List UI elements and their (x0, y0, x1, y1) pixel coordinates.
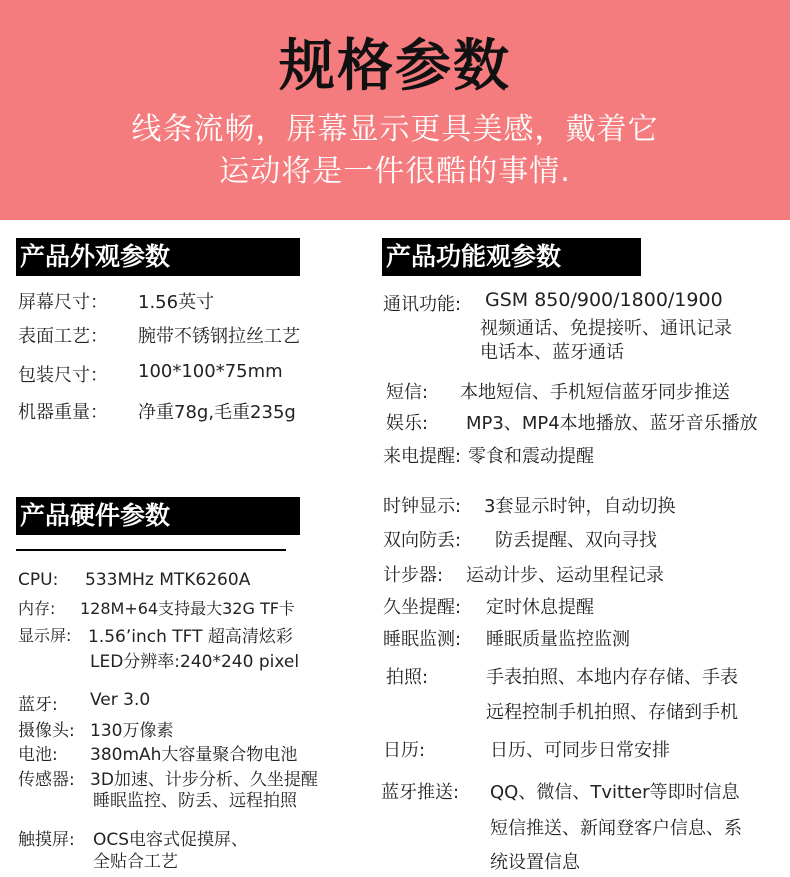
functions-label: 短信: (386, 382, 429, 403)
appearance-section-heading: 产品外观参数 (16, 238, 300, 276)
functions-label: 计步器: (383, 565, 444, 586)
functions-label: 时钟显示: (383, 496, 462, 517)
hardware-value: 533MHz MTK6260A (85, 570, 251, 590)
functions-value-continued: 短信推送、新闻登客户信息、系 (490, 818, 742, 839)
functions-label: 日历: (383, 740, 426, 761)
hardware-value: Ver 3.0 (90, 690, 151, 710)
appearance-value: 1.56英寸 (138, 292, 215, 313)
hardware-label: 摄像头: (18, 721, 75, 741)
functions-value: 日历、可同步日常安排 (490, 740, 670, 761)
spec-banner (0, 0, 790, 220)
functions-label: 通讯功能: (383, 294, 462, 315)
hardware-value: 380mAh大容量聚合物电池 (90, 745, 298, 765)
appearance-value: 腕带不锈钢拉丝工艺 (138, 326, 300, 347)
page-title: 规格参数 (279, 34, 511, 99)
functions-value: 3套显示时钟，自动切换 (484, 496, 676, 517)
appearance-label: 屏幕尺寸： (18, 292, 108, 313)
hardware-label: 触摸屏: (18, 830, 75, 850)
appearance-value: 净重78g,毛重235g (138, 402, 296, 423)
functions-value-continued: 统设置信息 (490, 852, 580, 873)
functions-value: QQ、微信、Tvitter等即时信息 (490, 782, 740, 803)
functions-value: 零食和震动提醒 (468, 446, 594, 467)
functions-label: 蓝牙推送: (381, 782, 460, 803)
hardware-value: OCS电容式促摸屏、 (93, 830, 249, 850)
hardware-label: 内存: (18, 599, 56, 618)
functions-value: 运动计步、运动里程记录 (466, 565, 664, 586)
functions-label: 久坐提醒: (383, 597, 462, 618)
functions-section-heading: 产品功能观参数 (382, 238, 641, 276)
banner-tagline-line2: 运动将是一件很酷的事情. (219, 154, 571, 189)
hardware-label: 传感器: (18, 770, 75, 790)
hardware-label: 显示屏: (18, 626, 72, 645)
hardware-value: 1.56’inch TFT 超高清炫彩 (88, 627, 293, 647)
functions-value: 睡眠质量监控监测 (486, 629, 630, 650)
hardware-label: CPU: (18, 570, 59, 590)
hardware-divider (16, 549, 286, 551)
functions-label: 双向防丢: (383, 530, 462, 551)
hardware-section-heading: 产品硬件参数 (16, 497, 300, 535)
hardware-value-continued: LED分辨率:240*240 pixel (90, 652, 300, 672)
appearance-value: 100*100*75mm (138, 361, 283, 382)
functions-value: GSM 850/900/1800/1900 (485, 289, 723, 311)
appearance-label: 包装尺寸： (18, 365, 108, 386)
hardware-value-continued: 睡眠监控、防丢、远程拍照 (93, 791, 297, 811)
hardware-label: 电池: (18, 745, 58, 765)
functions-value: 定时休息提醒 (486, 597, 594, 618)
functions-label: 拍照: (386, 667, 429, 688)
hardware-value: 3D加速、计步分析、久坐提醒 (90, 770, 318, 790)
functions-value: 本地短信、手机短信蓝牙同步推送 (460, 382, 730, 403)
functions-value: 防丢提醒、双向寻找 (495, 530, 657, 551)
appearance-label: 表面工艺： (18, 326, 108, 347)
banner-tagline-line1: 线条流畅，屏幕显示更具美感，戴着它 (131, 112, 659, 147)
appearance-label: 机器重量： (18, 402, 108, 423)
hardware-value: 128M+64支持最大32G TF卡 (80, 599, 295, 618)
hardware-label: 蓝牙: (18, 695, 58, 715)
functions-label: 娱乐: (386, 413, 429, 434)
functions-value-continued: 电话本、蓝牙通话 (480, 342, 624, 363)
functions-value-continued: 视频通话、免提接听、通讯记录 (480, 318, 732, 339)
functions-value: MP3、MP4本地播放、蓝牙音乐播放 (466, 413, 758, 434)
hardware-value-continued: 全贴合工艺 (93, 852, 178, 872)
functions-value: 手表拍照、本地内存存储、手表 (486, 667, 738, 688)
hardware-value: 130万像素 (90, 721, 174, 741)
functions-label: 睡眠监测: (383, 629, 462, 650)
functions-label: 来电提醒: (383, 446, 462, 467)
functions-value-continued: 远程控制手机拍照、存储到手机 (486, 702, 738, 723)
